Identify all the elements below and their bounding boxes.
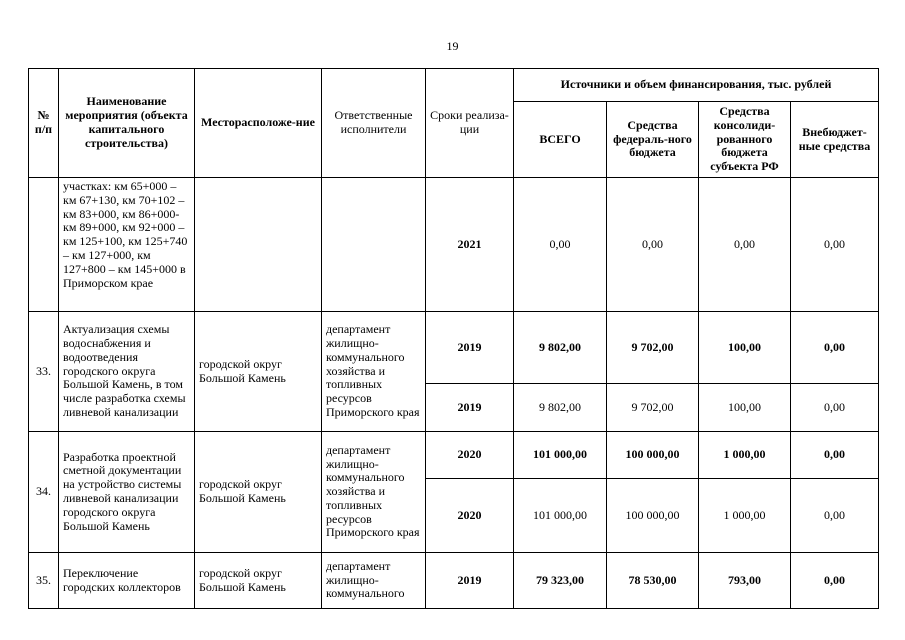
row-regional: 0,00 (699, 178, 791, 312)
header-regional: Средства консолиди-рованного бюджета субъекта РФ (699, 102, 791, 178)
row-year: 2020 (426, 479, 514, 553)
row-federal: 100 000,00 (607, 479, 699, 553)
row-name: Разработка проектной сметной документации на устройство системы ливневой канализации городского округа Большой Камень (59, 432, 195, 553)
row-federal: 100 000,00 (607, 432, 699, 479)
row-name: Актуализация схемы водоснабжения и водоотведения городского округа Большой Камень, в том числе разработка схемы ливневой канализации (59, 312, 195, 432)
header-extra: Внебюджет-ные средства (791, 102, 879, 178)
row-location: городской округ Большой Камень (195, 312, 322, 432)
header-period: Сроки реализа-ции (426, 69, 514, 178)
row-executors (322, 178, 426, 312)
header-name: Наименование мероприятия (объекта капитального строительства) (59, 69, 195, 178)
row-num-cell (29, 178, 59, 312)
header-total: ВСЕГО (514, 102, 607, 178)
row-federal: 9 702,00 (607, 312, 699, 384)
row-year: 2019 (426, 312, 514, 384)
row-extra: 0,00 (791, 312, 879, 384)
table-row (29, 553, 879, 609)
row-extra: 0,00 (791, 178, 879, 312)
row-total: 0,00 (514, 178, 607, 312)
row-num: 33. (29, 312, 59, 432)
row-total: 9 802,00 (514, 312, 607, 384)
table-row (29, 312, 879, 384)
row-total: 101 000,00 (514, 432, 607, 479)
row-location (195, 178, 322, 312)
financing-table (28, 68, 879, 609)
row-name: Переключение городских коллекторов (59, 553, 195, 609)
row-year: 2020 (426, 432, 514, 479)
row-num: 34. (29, 432, 59, 553)
row-executors: департамент жилищно-коммунального (322, 553, 426, 609)
header-federal: Средства федераль-ного бюджета (607, 102, 699, 178)
header-location: Месторасположе-ние (195, 69, 322, 178)
row-extra: 0,00 (791, 479, 879, 553)
row-executors: департамент жилищно-коммунального хозяйства и топливных ресурсов Приморского края (322, 432, 426, 553)
row-federal: 0,00 (607, 178, 699, 312)
row-federal: 9 702,00 (607, 384, 699, 432)
row-location: городской округ Большой Камень (195, 432, 322, 553)
row-regional: 1 000,00 (699, 432, 791, 479)
header-executors: Ответственные исполнители (322, 69, 426, 178)
row-location: городской округ Большой Камень (195, 553, 322, 609)
row-extra: 0,00 (791, 384, 879, 432)
row-extra: 0,00 (791, 432, 879, 479)
row-regional: 1 000,00 (699, 479, 791, 553)
row-total: 79 323,00 (514, 553, 607, 609)
row-year: 2019 (426, 384, 514, 432)
header-num: № п/п (29, 69, 59, 178)
row-regional: 100,00 (699, 312, 791, 384)
row-total: 9 802,00 (514, 384, 607, 432)
row-executors: департамент жилищно-коммунального хозяйства и топливных ресурсов Приморского края (322, 312, 426, 432)
table-row (29, 178, 879, 312)
row-regional: 100,00 (699, 384, 791, 432)
row-total: 101 000,00 (514, 479, 607, 553)
page-number: 19 (446, 39, 459, 53)
row-year: 2019 (426, 553, 514, 609)
row-federal: 78 530,00 (607, 553, 699, 609)
row-num: 35. (29, 553, 59, 609)
table-row (29, 432, 879, 479)
header-sources-group: Источники и объем финансирования, тыс. рублей (514, 69, 879, 102)
row-year: 2021 (426, 178, 514, 312)
row-regional: 793,00 (699, 553, 791, 609)
row-name: участках: км 65+000 – км 67+130, км 70+102 – км 83+000, км 86+000- км 89+000, км 92+000 – км 125+100, км 125+740 – км 127+000, км 127+800 – км 145+000 в Приморском крае (59, 178, 195, 312)
row-extra: 0,00 (791, 553, 879, 609)
